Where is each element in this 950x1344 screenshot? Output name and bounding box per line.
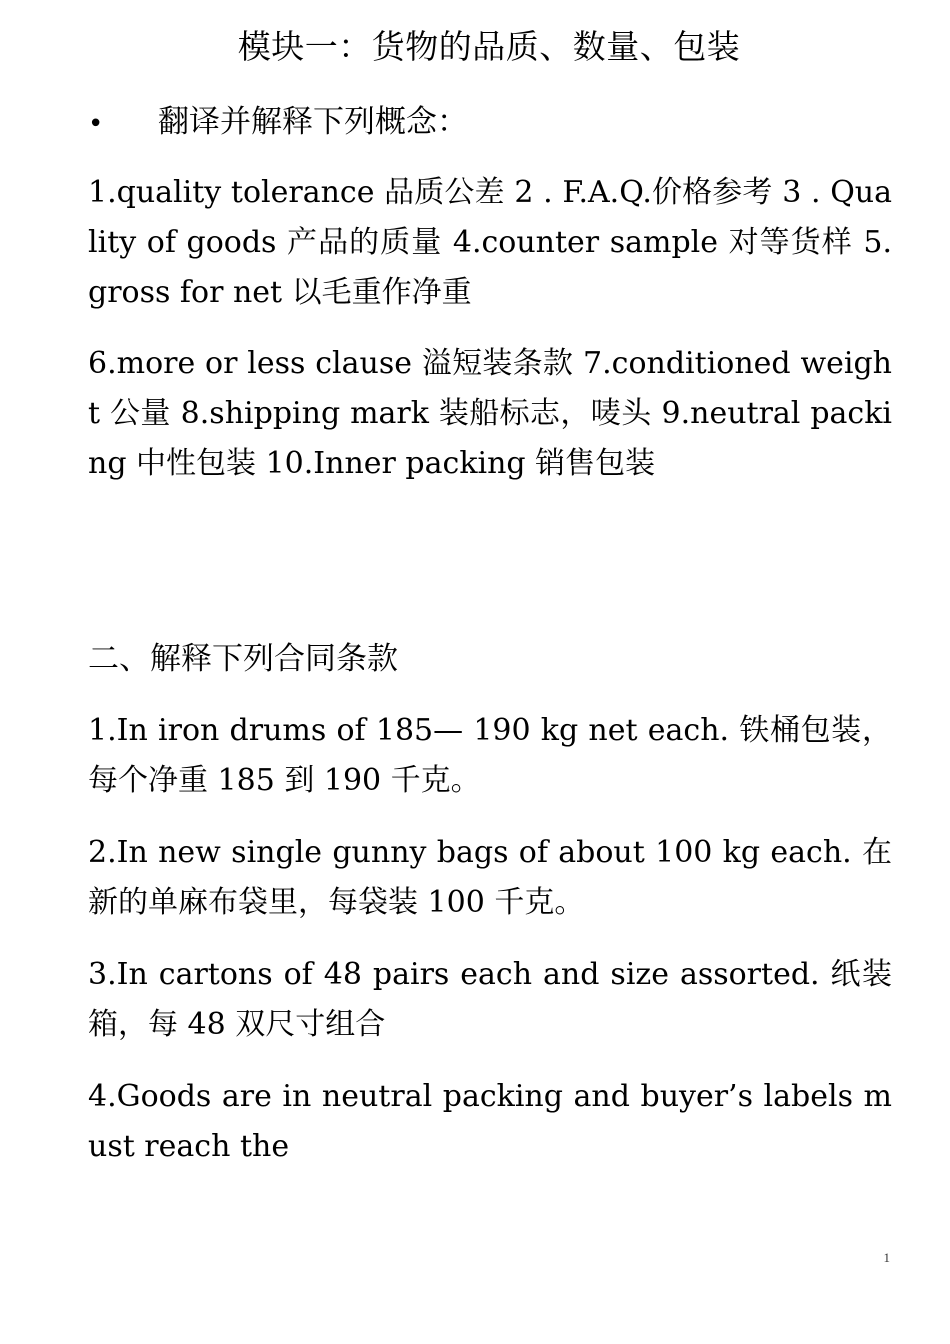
- clause-3: 3.In cartons of 48 pairs each and size assorted. 纸装箱，每 48 双尺寸组合: [88, 957, 892, 1042]
- concepts-paragraph-1: 1.quality tolerance 品质公差 2 . F.A.Q.价格参考 3 . Quality of goods 产品的质量 4.counter sample 对等货样 5.gross for net 以毛重作净重: [88, 175, 892, 310]
- bullet-icon: •: [88, 109, 104, 139]
- clause-1: 1.In iron drums of 185— 190 kg net each. 铁桶包装，每个净重 185 到 190 千克。: [88, 713, 892, 798]
- instruction-text: 翻译并解释下列概念：: [158, 104, 468, 140]
- page-number: 1: [883, 1250, 890, 1265]
- concepts-paragraph-2: 6.more or less clause 溢短装条款 7.conditioned weight 公量 8.shipping mark 装船标志，唛头 9.neutral packing 中性包装 10.Inner packing 销售包装: [88, 346, 892, 481]
- page-title: 模块一：货物的品质、数量、包装: [237, 27, 741, 66]
- clause-4: 4.Goods are in neutral packing and buyer’s labels must reach the: [88, 1079, 892, 1164]
- instruction-line: [88, 98, 888, 148]
- section-two-heading: 二、解释下列合同条款: [88, 641, 398, 677]
- clause-2: 2.In new single gunny bags of about 100 kg each. 在新的单麻布袋里，每袋装 100 千克。: [88, 835, 892, 920]
